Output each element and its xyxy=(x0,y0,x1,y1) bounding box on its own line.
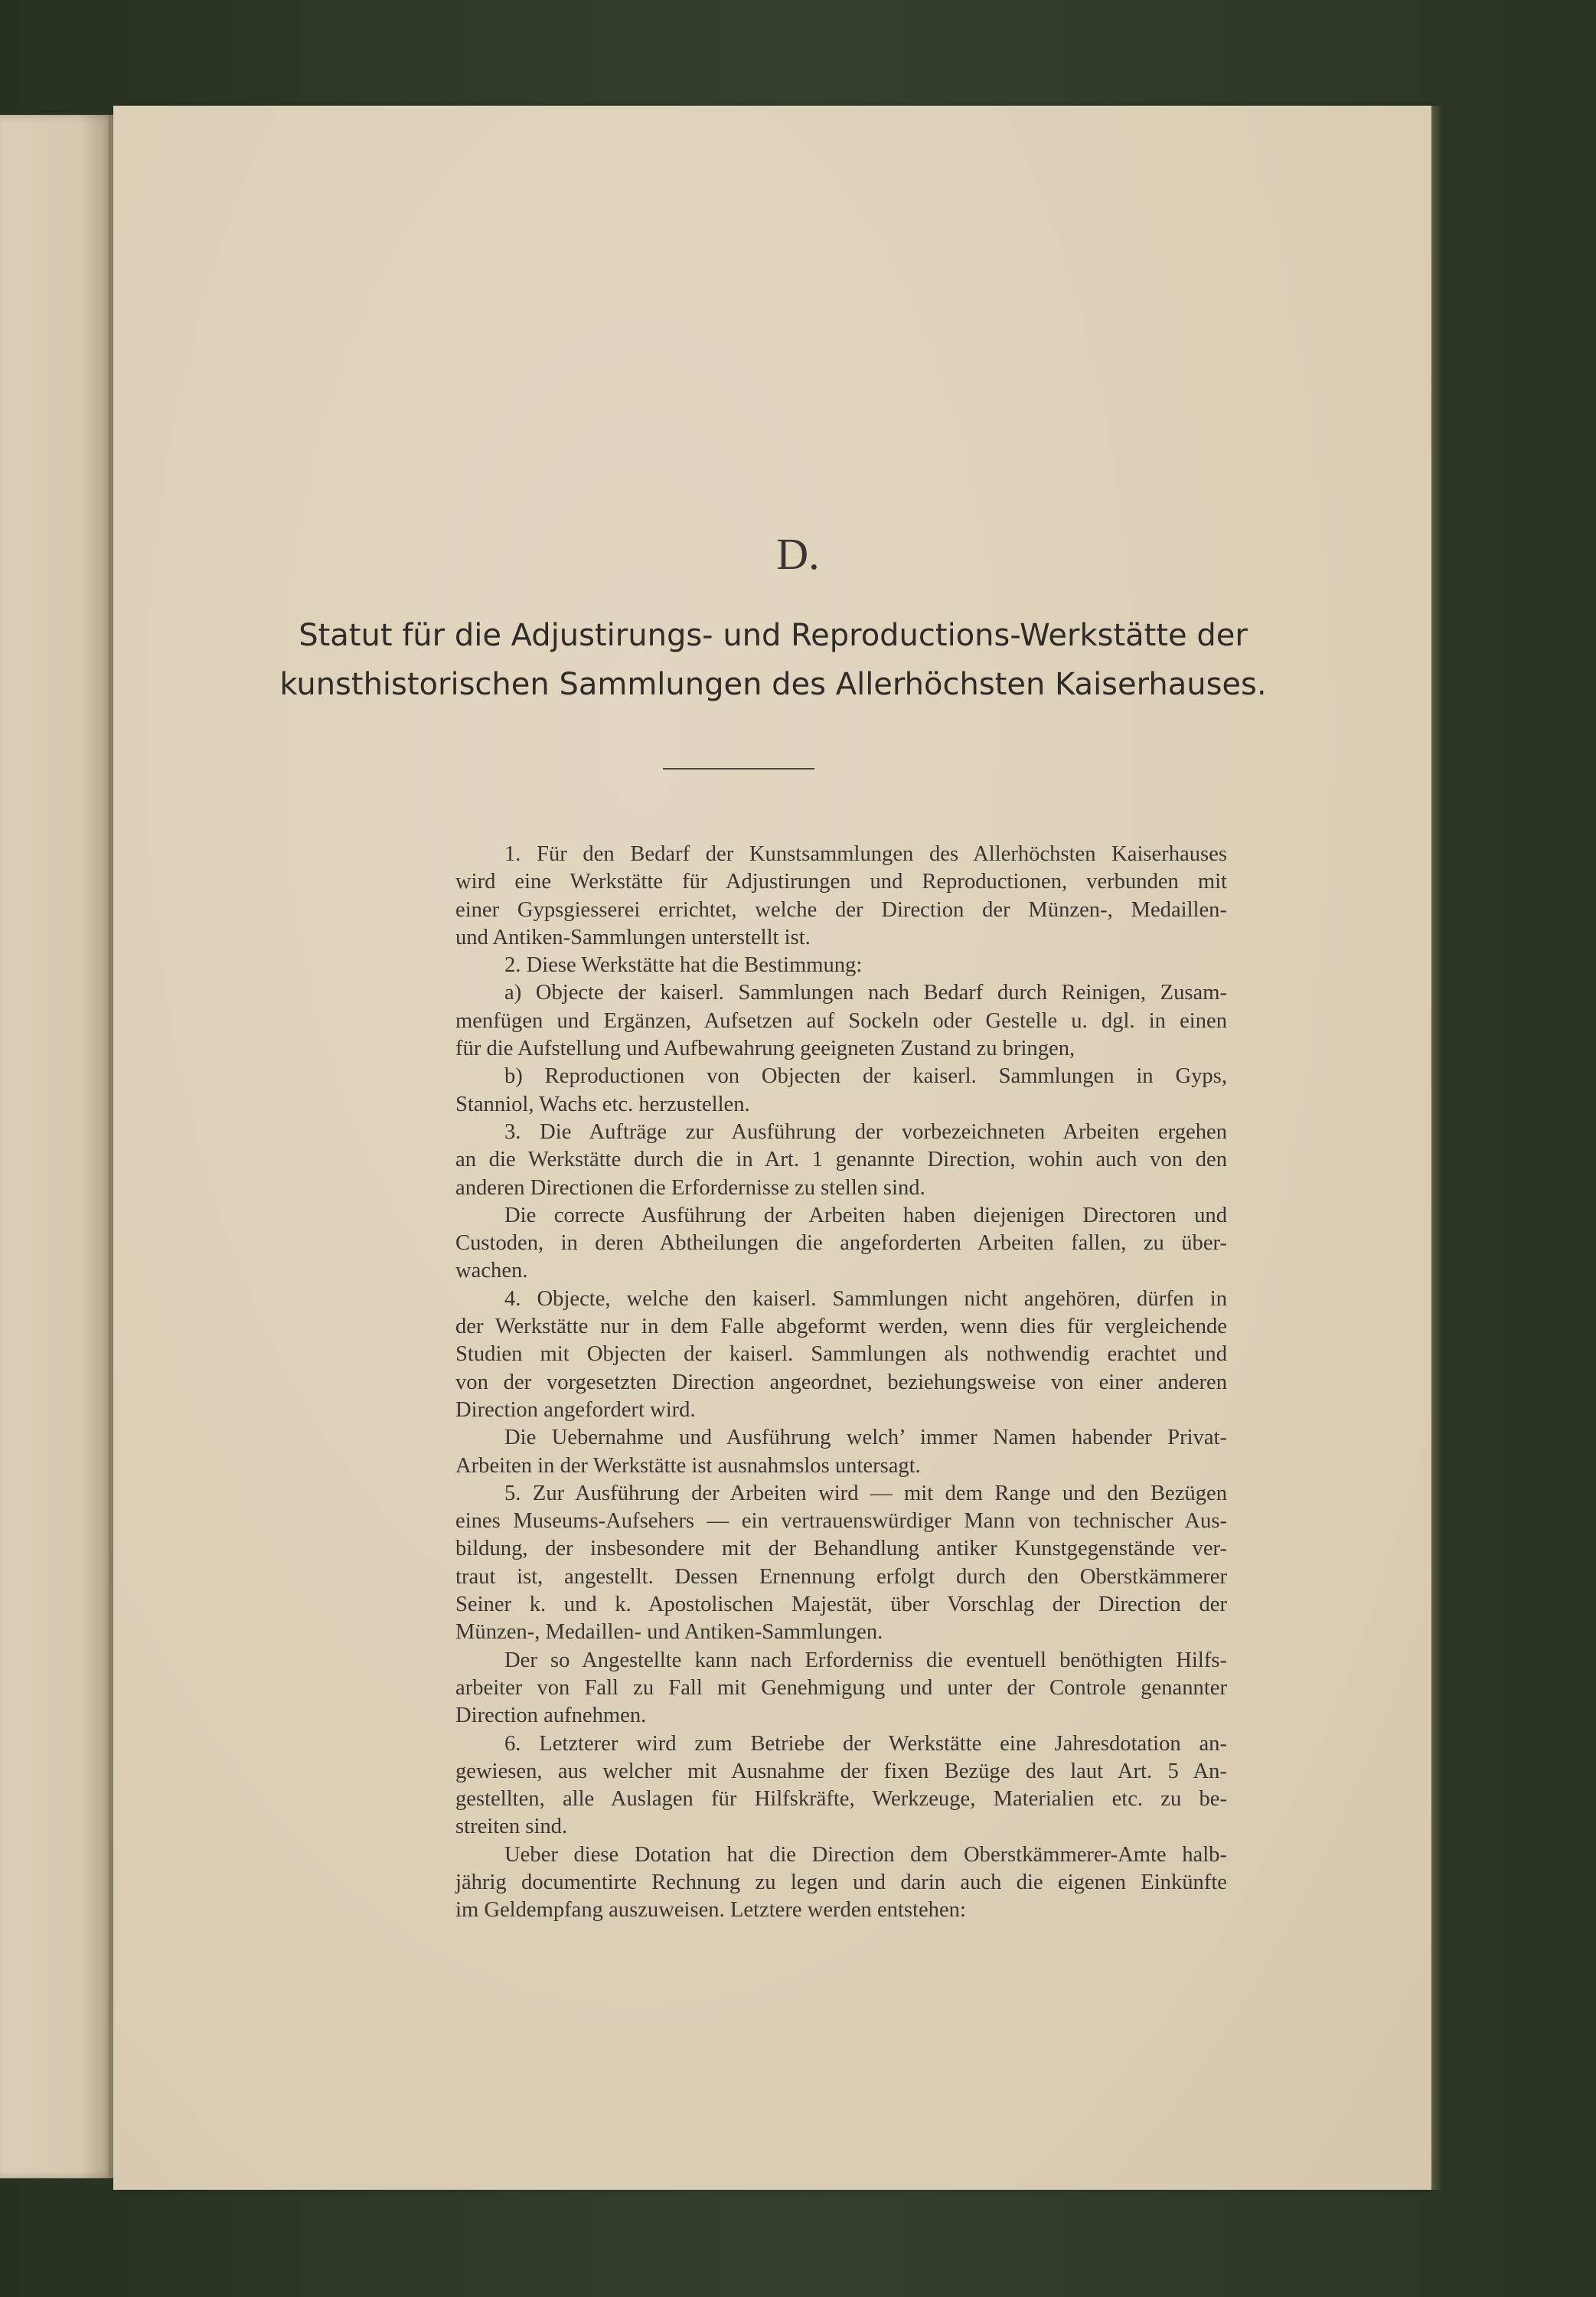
facing-page-edge xyxy=(0,115,115,2178)
body-line: 4. Objecte, welche den kaiserl. Sammlungen nicht angehören, dürfen in xyxy=(504,1286,1227,1311)
body-line: für die Aufstellung und Aufbewahrung geeigneten Zustand zu bringen, xyxy=(455,1037,1075,1061)
title-divider xyxy=(663,768,814,769)
statute-body xyxy=(455,841,1227,1925)
body-line: Stanniol, Wachs etc. herzustellen. xyxy=(455,1092,750,1116)
body-line: 5. Zur Ausführung der Arbeiten wird — mit dem Range und den Bezügen xyxy=(504,1481,1227,1505)
body-line: menfügen und Ergänzen, Aufsetzen auf Sockeln oder Gestelle u. dgl. in einen xyxy=(455,1008,1227,1033)
body-line: bildung, der insbesondere mit der Behandlung antiker Kunstgegenstände ver- xyxy=(455,1537,1227,1561)
body-line: 3. Die Aufträge zur Ausführung der vorbezeichneten Arbeiten ergehen xyxy=(504,1119,1227,1144)
body-line: Münzen-, Medaillen- und Antiken-Sammlungen. xyxy=(455,1620,883,1645)
page-gutter xyxy=(109,115,111,2178)
body-line: Ueber diese Dotation hat die Direction dem Oberstkämmerer-Amte halb- xyxy=(504,1842,1227,1867)
body-line: Seiner k. und k. Apostolischen Majestät, über Vorschlag der Direction der xyxy=(455,1593,1227,1617)
body-line: 1. Für den Bedarf der Kunstsammlungen des Allerhöchsten Kaiserhauses xyxy=(504,842,1227,866)
body-line: Der so Angestellte kann nach Erforderniss die eventuell benöthigten Hilfs- xyxy=(504,1648,1227,1672)
body-line: Die Uebernahme und Ausführung welch’ immer Namen habender Privat- xyxy=(504,1426,1227,1450)
body-line: jährig documentirte Rechnung zu legen und darin auch die eigenen Einkünfte xyxy=(455,1870,1227,1894)
body-line: im Geldempfang auszuweisen. Letztere werden entstehen: xyxy=(455,1898,966,1923)
body-line: wird eine Werkstätte für Adjustirungen und Reproductionen, verbunden mit xyxy=(455,870,1227,894)
body-line: a) Objecte der kaiserl. Sammlungen nach Bedarf durch Reinigen, Zusam- xyxy=(504,981,1227,1005)
body-line: 2. Diese Werkstätte hat die Bestimmung: xyxy=(504,953,863,978)
body-line: 6. Letzterer wird zum Betriebe der Werkstätte eine Jahresdotation an- xyxy=(504,1731,1227,1756)
body-line: und Antiken-Sammlungen unterstellt ist. xyxy=(455,925,811,949)
body-line: Studien mit Objecten der kaiserl. Sammlungen als nothwendig erachtet und xyxy=(455,1342,1227,1367)
body-line: eines Museums-Aufsehers — ein vertrauenswürdiger Mann von technischer Aus- xyxy=(455,1509,1227,1534)
body-line: streiten sind. xyxy=(455,1815,568,1839)
body-line: arbeiter von Fall zu Fall mit Genehmigung und unter der Controle genannter xyxy=(455,1675,1227,1700)
body-line: Custoden, in deren Abtheilungen die angeforderten Arbeiten fallen, zu über- xyxy=(455,1231,1227,1256)
body-line: Die correcte Ausführung der Arbeiten haben diejenigen Directoren und xyxy=(504,1203,1227,1227)
body-line: einer Gypsgiesserei errichtet, welche der Direction der Münzen-, Medaillen- xyxy=(455,897,1227,922)
body-line: Direction angefordert wird. xyxy=(455,1397,696,1422)
page-edge-shadow xyxy=(1431,106,1442,2190)
body-line: gewiesen, aus welcher mit Ausnahme der fixen Bezüge des laut Art. 5 An- xyxy=(455,1759,1227,1783)
body-line: der Werkstätte nur in dem Falle abgeformt werden, wenn dies für vergleichende xyxy=(455,1315,1227,1339)
document-title xyxy=(115,611,1431,709)
body-line: Direction aufnehmen. xyxy=(455,1704,647,1728)
body-line: gestellten, alle Auslagen für Hilfskräfte, Werkzeuge, Materialien etc. zu be- xyxy=(455,1787,1227,1812)
body-line: von der vorgesetzten Direction angeordnet, beziehungsweise von einer anderen xyxy=(455,1370,1227,1394)
body-line: wachen. xyxy=(455,1259,528,1283)
body-line: b) Reproductionen von Objecten der kaiserl. Sammlungen in Gyps, xyxy=(504,1064,1227,1089)
body-line: anderen Directionen die Erfordernisse zu stellen sind. xyxy=(455,1175,925,1200)
section-letter: D. xyxy=(776,529,820,579)
title-line: kunsthistorischen Sammlungen des Allerhöchsten Kaiserhauses. xyxy=(279,667,1267,702)
body-line: an die Werkstätte durch die in Art. 1 genannte Direction, wohin auch von den xyxy=(455,1148,1227,1172)
body-line: Arbeiten in der Werkstätte ist ausnahmslos untersagt. xyxy=(455,1453,921,1478)
body-line: traut ist, angestellt. Dessen Ernennung erfolgt durch den Oberstkämmerer xyxy=(455,1564,1227,1589)
title-line: Statut für die Adjustirungs- und Reproductions-Werkstätte der xyxy=(299,618,1248,653)
